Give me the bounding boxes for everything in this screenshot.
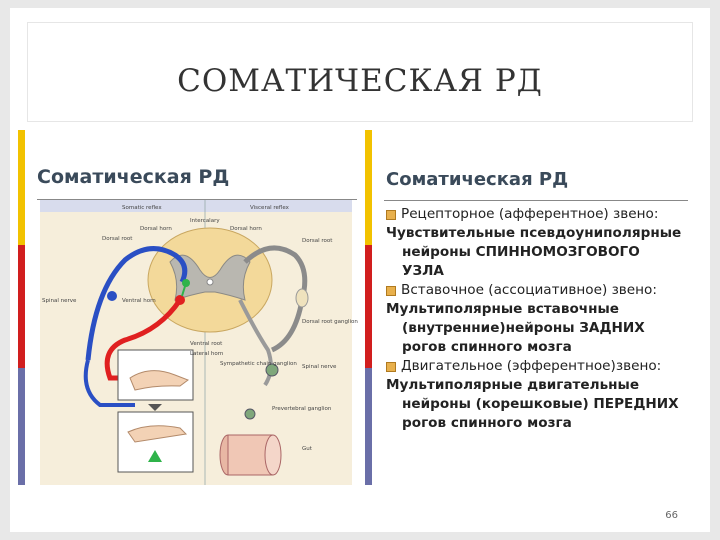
- label-gut: Gut: [302, 446, 312, 452]
- bullet-receptor: Рецепторное (афферентное) звено:: [386, 205, 686, 224]
- label-dorsal-root: Dorsal root: [102, 236, 133, 242]
- label-dorsal-root-right: Dorsal root: [302, 238, 333, 244]
- dorsal-root-ganglion-neuron: [107, 291, 117, 301]
- label-sympathetic-chain: Sympathetic chain ganglion: [220, 361, 297, 367]
- stripe-blue-left: [18, 368, 25, 485]
- bullet-intercalary: Вставочное (ассоциативное) звено:: [386, 281, 686, 300]
- bullet-motor: Двигательное (эфферентное)звено:: [386, 357, 686, 376]
- text-line: нейроны СПИННОМОЗГОВОГО УЗЛА: [402, 244, 640, 279]
- label-intercalary: Intercalary: [190, 218, 220, 224]
- right-heading: Соматическая РД: [386, 169, 569, 190]
- figure-header-bar: [40, 200, 352, 212]
- text-line: Мультиполярные вставочные: [386, 301, 620, 317]
- label-spinal-nerve-left: Spinal nerve: [42, 298, 77, 304]
- text-line: Чувствительные псевдоуниполярные: [386, 225, 682, 241]
- gut-end-right: [265, 435, 281, 475]
- motor-neuron: [175, 295, 185, 305]
- header-visceral: Visceral reflex: [250, 205, 289, 211]
- reflex-arc-figure: [40, 200, 358, 485]
- label-ventral-horn: Ventral horn: [122, 298, 156, 304]
- label-dorsal-root-ganglion: Dorsal root ganglion: [302, 319, 358, 325]
- left-heading: Соматическая РД: [37, 166, 230, 188]
- title-box: [28, 23, 692, 121]
- bullet-square-icon: [386, 362, 396, 372]
- header-somatic: Somatic reflex: [122, 205, 162, 211]
- page-number: 66: [665, 510, 678, 521]
- reflex-arc-diagram: [40, 200, 358, 485]
- dorsal-root-ganglion-right: [296, 289, 308, 307]
- central-canal: [207, 279, 213, 285]
- prevertebral-ganglion: [245, 409, 255, 419]
- stripe-red-mid: [365, 245, 372, 368]
- bullet-square-icon: [386, 286, 396, 296]
- text-line: рогов спинного мозга: [402, 339, 572, 355]
- label-ventral-root: Ventral root: [190, 341, 223, 347]
- stripe-yellow-mid: [365, 130, 372, 245]
- stripe-yellow-left: [18, 130, 25, 245]
- right-text-body: [386, 205, 686, 433]
- stripe-blue-mid: [365, 368, 372, 485]
- label-spinal-nerve-right: Spinal nerve: [302, 364, 337, 370]
- text-line: (внутренние)нейроны ЗАДНИХ: [402, 320, 645, 336]
- text-line: рогов спинного мозга: [402, 415, 572, 431]
- label-dorsal-horn-right: Dorsal horn: [230, 226, 262, 232]
- text-line: Мультиполярные двигательные: [386, 377, 640, 393]
- text-line: нейроны (корешковые) ПЕРЕДНИХ: [402, 396, 679, 412]
- slide-title: СОМАТИЧЕСКАЯ РД: [177, 63, 543, 99]
- arrow-down: [148, 404, 162, 411]
- label-prevertebral: Prevertebral ganglion: [272, 406, 332, 412]
- bullet-square-icon: [386, 210, 396, 220]
- label-lateral-horn: Lateral horn: [190, 351, 224, 357]
- label-dorsal-horn-left: Dorsal horn: [140, 226, 172, 232]
- right-heading-rule: [384, 200, 688, 201]
- right-panel: [374, 125, 690, 485]
- stripe-red-left: [18, 245, 25, 368]
- hand-box-bottom: [118, 412, 193, 472]
